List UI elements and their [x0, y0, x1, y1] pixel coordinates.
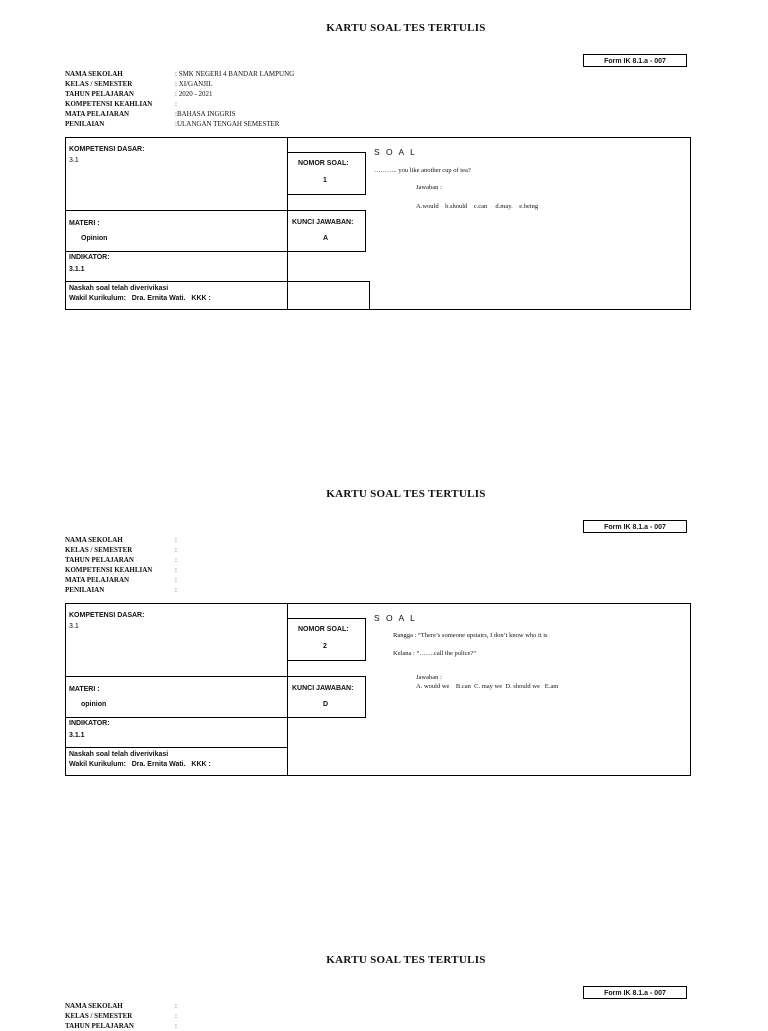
info-value: : — [175, 100, 177, 108]
card-title: KARTU SOAL TES TERTULIS — [326, 488, 486, 500]
info-label: MATA PELAJARAN — [65, 110, 130, 118]
materi-box — [65, 676, 288, 718]
info-value: : — [175, 1002, 177, 1010]
nomor-soal-label: NOMOR SOAL: — [298, 626, 349, 633]
info-value: : — [175, 586, 177, 594]
indikator-label: INDIKATOR: — [69, 254, 110, 261]
form-code-box: Form IK 8.1.a - 007 — [583, 520, 687, 533]
materi-box — [65, 210, 288, 252]
form-code-box: Form IK 8.1.a - 007 — [583, 986, 687, 999]
verifikasi-line2: Wakil Kurikulum: Dra. Ernita Wati. KKK : — [69, 761, 211, 768]
materi-value: opinion — [81, 701, 107, 708]
kunci-jawaban-box — [287, 676, 366, 718]
verifikasi-line2: Wakil Kurikulum: Dra. Ernita Wati. KKK : — [69, 295, 211, 302]
kompetensi-dasar-value: 3.1 — [69, 623, 79, 630]
info-value: :BAHASA INGGRIS — [175, 110, 236, 118]
info-label: KOMPETENSI KEAHLIAN — [65, 100, 153, 108]
info-value: : — [175, 576, 177, 584]
card-title: KARTU SOAL TES TERTULIS — [326, 22, 486, 34]
nomor-soal-value: 2 — [323, 643, 327, 650]
info-label: TAHUN PELAJARAN — [65, 1022, 134, 1030]
info-value: : — [175, 546, 177, 554]
materi-label: MATERI : — [69, 220, 100, 227]
info-label: KOMPETENSI KEAHLIAN — [65, 566, 153, 574]
kunci-jawaban-label: KUNCI JAWABAN: — [292, 685, 354, 692]
info-label: KELAS / SEMESTER — [65, 80, 133, 88]
info-value: : — [175, 1022, 177, 1030]
verifikasi-line1: Naskah soal telah diverivikasi — [69, 751, 169, 758]
kompetensi-dasar-value: 3.1 — [69, 157, 79, 164]
school-info — [65, 535, 177, 595]
info-value: : — [175, 536, 177, 544]
school-info — [65, 1001, 177, 1031]
info-label: PENILAIAN — [65, 120, 105, 128]
kunci-jawaban-label: KUNCI JAWABAN: — [292, 219, 354, 226]
info-value: : SMK NEGERI 4 BANDAR LAMPUNG — [175, 70, 295, 78]
school-info — [65, 69, 294, 129]
nomor-soal-value: 1 — [323, 177, 327, 184]
soal-question: Rangga : “There’s someone upstairs, I don’t know who it is — [393, 632, 548, 639]
soal-card-3 — [0, 932, 768, 1030]
info-value: : — [175, 1012, 177, 1020]
card-title: KARTU SOAL TES TERTULIS — [326, 954, 486, 966]
soal-options: A.would b.should c.can d.may. e.being — [416, 203, 539, 210]
materi-value: Opinion — [81, 235, 108, 242]
indikator-label: INDIKATOR: — [69, 720, 110, 727]
soal-response: Kelana : “…….call the police?” — [393, 650, 477, 657]
info-value: :ULANGAN TENGAH SEMESTER — [175, 120, 280, 128]
soal-card-1 — [0, 0, 768, 466]
indikator-value: 3.1.1 — [69, 732, 85, 739]
verifikasi-line1: Naskah soal telah diverivikasi — [69, 285, 169, 292]
materi-label: MATERI : — [69, 686, 100, 693]
soal-heading: S O A L — [374, 147, 417, 157]
info-label: KELAS / SEMESTER — [65, 1012, 133, 1020]
kompetensi-dasar-label: KOMPETENSI DASAR: — [69, 146, 145, 153]
info-label: NAMA SEKOLAH — [65, 70, 123, 78]
info-label: TAHUN PELAJARAN — [65, 556, 134, 564]
kunci-jawaban-box — [287, 210, 366, 252]
info-value: : XI/GANJIL — [175, 80, 213, 88]
soal-question: ……….. you like another cup of tea? — [374, 167, 471, 174]
info-label: PENILAIAN — [65, 586, 105, 594]
info-label: TAHUN PELAJARAN — [65, 90, 134, 98]
nomor-soal-label: NOMOR SOAL: — [298, 160, 349, 167]
info-label: MATA PELAJARAN — [65, 576, 130, 584]
info-label: KELAS / SEMESTER — [65, 546, 133, 554]
kompetensi-dasar-label: KOMPETENSI DASAR: — [69, 612, 145, 619]
form-code-box: Form IK 8.1.a - 007 — [583, 54, 687, 67]
soal-options: A. would we B.can C. may we D. should we E.am — [416, 683, 559, 690]
kunci-jawaban-value: A — [323, 235, 329, 242]
soal-heading: S O A L — [374, 613, 417, 623]
soal-jawaban-label: Jawaban : — [416, 674, 442, 681]
kunci-jawaban-value: D — [323, 701, 329, 708]
info-value: : 2020 - 2021 — [175, 90, 213, 98]
indikator-value: 3.1.1 — [69, 266, 85, 273]
info-label: NAMA SEKOLAH — [65, 1002, 123, 1010]
info-value: : — [175, 556, 177, 564]
info-label: NAMA SEKOLAH — [65, 536, 123, 544]
nomor-soal-box — [287, 618, 366, 661]
soal-jawaban-label: Jawaban : — [416, 184, 442, 191]
soal-card-2 — [0, 466, 768, 932]
info-value: : — [175, 566, 177, 574]
nomor-soal-box — [287, 152, 366, 195]
